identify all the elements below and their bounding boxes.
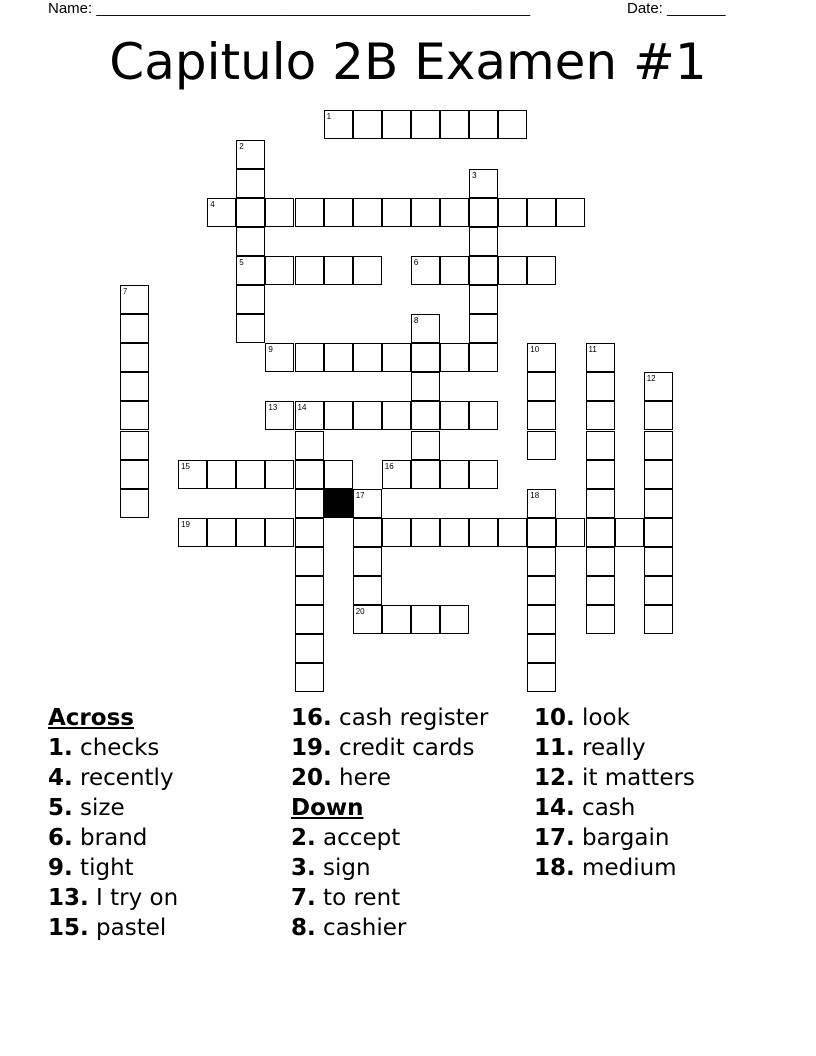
grid-cell[interactable] bbox=[265, 343, 294, 372]
grid-cell[interactable] bbox=[469, 285, 498, 314]
grid-cell[interactable] bbox=[644, 547, 673, 576]
clue-number: 13 bbox=[268, 403, 278, 413]
clue-item bbox=[534, 763, 695, 793]
clue-item-text: to rent bbox=[315, 885, 401, 911]
grid-cell[interactable] bbox=[120, 372, 149, 401]
grid-cell[interactable] bbox=[469, 343, 498, 372]
clue-item bbox=[534, 703, 695, 733]
clue-number: 10 bbox=[530, 345, 540, 355]
clue-item-text: I try on bbox=[88, 885, 179, 911]
clue-item-number: 3. bbox=[291, 855, 316, 881]
clue-number: 20 bbox=[355, 607, 365, 617]
grid-cell[interactable] bbox=[469, 401, 498, 430]
grid-cell[interactable] bbox=[120, 314, 149, 343]
grid-cell[interactable] bbox=[586, 372, 615, 401]
grid-cell[interactable] bbox=[586, 343, 615, 372]
clue-item-number: 15. bbox=[48, 915, 89, 941]
grid-cell[interactable] bbox=[295, 460, 324, 489]
grid-cell[interactable] bbox=[586, 401, 615, 430]
grid-cell[interactable] bbox=[382, 401, 411, 430]
grid-cell[interactable] bbox=[440, 460, 469, 489]
clue-item-text: checks bbox=[72, 735, 160, 761]
grid-cell[interactable] bbox=[207, 518, 236, 547]
grid-cell[interactable] bbox=[411, 256, 440, 285]
grid-cell[interactable] bbox=[527, 518, 556, 547]
grid-cell[interactable] bbox=[382, 518, 411, 547]
clue-number: 1 bbox=[326, 112, 332, 122]
grid-cell[interactable] bbox=[353, 401, 382, 430]
grid-cell[interactable] bbox=[469, 314, 498, 343]
clue-item bbox=[534, 823, 695, 853]
grid-cell[interactable] bbox=[120, 343, 149, 372]
clue-item-number: 1. bbox=[48, 735, 73, 761]
grid-cell[interactable] bbox=[586, 605, 615, 634]
grid-cell[interactable] bbox=[527, 605, 556, 634]
grid-cell[interactable] bbox=[265, 518, 294, 547]
grid-cell[interactable] bbox=[324, 401, 353, 430]
grid-cell[interactable] bbox=[265, 401, 294, 430]
grid-cell[interactable] bbox=[353, 576, 382, 605]
grid-cell[interactable] bbox=[265, 256, 294, 285]
clue-item bbox=[291, 853, 488, 883]
clue-number: 3 bbox=[472, 170, 477, 180]
grid-cell[interactable] bbox=[527, 401, 556, 430]
grid-cell[interactable] bbox=[120, 431, 149, 460]
clue-item-number: 17. bbox=[534, 825, 575, 851]
grid-cell[interactable] bbox=[382, 460, 411, 489]
grid-cell[interactable] bbox=[440, 401, 469, 430]
clue-item-number: 13. bbox=[48, 885, 89, 911]
grid-cell[interactable] bbox=[353, 343, 382, 372]
grid-cell[interactable] bbox=[556, 518, 585, 547]
grid-cell[interactable] bbox=[265, 460, 294, 489]
grid-cell[interactable] bbox=[353, 256, 382, 285]
grid-cell[interactable] bbox=[207, 460, 236, 489]
grid-cell[interactable] bbox=[469, 460, 498, 489]
grid-cell[interactable] bbox=[527, 343, 556, 372]
clue-item-text: pastel bbox=[88, 915, 167, 941]
grid-cell[interactable] bbox=[382, 110, 411, 139]
grid-cell[interactable] bbox=[236, 518, 265, 547]
grid-cell[interactable] bbox=[324, 460, 353, 489]
clue-column-2 bbox=[291, 703, 488, 943]
clue-item bbox=[291, 883, 488, 913]
clue-item bbox=[48, 763, 178, 793]
grid-cell[interactable] bbox=[469, 256, 498, 285]
grid-cell[interactable] bbox=[353, 518, 382, 547]
grid-cell[interactable] bbox=[295, 256, 324, 285]
grid-cell[interactable] bbox=[295, 431, 324, 460]
clue-item bbox=[291, 763, 488, 793]
grid-cell[interactable] bbox=[498, 198, 527, 227]
grid-cell[interactable] bbox=[644, 401, 673, 430]
grid-cell[interactable] bbox=[527, 431, 556, 460]
grid-cell[interactable] bbox=[295, 663, 324, 692]
grid-cell[interactable] bbox=[353, 110, 382, 139]
grid-cell[interactable] bbox=[527, 256, 556, 285]
clue-item bbox=[48, 913, 178, 943]
clue-item bbox=[48, 733, 178, 763]
clue-number: 2 bbox=[239, 141, 244, 151]
clue-item bbox=[291, 733, 488, 763]
grid-cell[interactable] bbox=[527, 489, 556, 518]
date-field-line: Date: _______ bbox=[627, 0, 726, 17]
clue-item-number: 20. bbox=[291, 765, 332, 791]
grid-cell[interactable] bbox=[469, 227, 498, 256]
clue-item bbox=[534, 733, 695, 763]
clue-item-text: sign bbox=[315, 855, 371, 881]
grid-cell[interactable] bbox=[527, 198, 556, 227]
clue-item-text: really bbox=[574, 735, 646, 761]
clue-item-text: brand bbox=[72, 825, 148, 851]
clue-item-number: 18. bbox=[534, 855, 575, 881]
grid-cell[interactable] bbox=[236, 169, 265, 198]
grid-cell[interactable] bbox=[411, 518, 440, 547]
grid-cell[interactable] bbox=[615, 518, 644, 547]
grid-cell[interactable] bbox=[295, 576, 324, 605]
grid-cell[interactable] bbox=[295, 547, 324, 576]
clue-number: 6 bbox=[413, 257, 419, 267]
grid-cell[interactable] bbox=[236, 285, 265, 314]
clue-column-3 bbox=[534, 703, 695, 883]
grid-cell[interactable] bbox=[120, 489, 149, 518]
grid-cell[interactable] bbox=[469, 518, 498, 547]
grid-cell[interactable] bbox=[207, 198, 236, 227]
clue-item-number: 14. bbox=[534, 795, 575, 821]
clue-number: 12 bbox=[646, 374, 656, 384]
clue-column-1 bbox=[48, 703, 178, 943]
across-heading: Across bbox=[48, 705, 134, 731]
grid-cell[interactable] bbox=[382, 198, 411, 227]
grid-cell[interactable] bbox=[411, 198, 440, 227]
clue-item-number: 7. bbox=[291, 885, 316, 911]
clue-item-text: medium bbox=[574, 855, 677, 881]
grid-cell[interactable] bbox=[236, 314, 265, 343]
grid-cell[interactable] bbox=[353, 198, 382, 227]
grid-cell[interactable] bbox=[411, 460, 440, 489]
grid-cell[interactable] bbox=[644, 372, 673, 401]
clue-item-text: size bbox=[72, 795, 125, 821]
grid-cell[interactable] bbox=[469, 110, 498, 139]
clue-item-text: accept bbox=[315, 825, 401, 851]
grid-cell[interactable] bbox=[411, 372, 440, 401]
grid-cell[interactable] bbox=[295, 518, 324, 547]
grid-cell[interactable] bbox=[644, 605, 673, 634]
clue-item-number: 6. bbox=[48, 825, 73, 851]
clue-item bbox=[291, 703, 488, 733]
clue-item-number: 4. bbox=[48, 765, 73, 791]
grid-cell[interactable] bbox=[527, 634, 556, 663]
down-clue-list bbox=[291, 823, 488, 943]
clue-item bbox=[291, 913, 488, 943]
grid-cell[interactable] bbox=[527, 547, 556, 576]
black-block-cell bbox=[324, 489, 353, 518]
clue-item-text: recently bbox=[72, 765, 174, 791]
grid-cell[interactable] bbox=[295, 634, 324, 663]
clue-item-text: credit cards bbox=[331, 735, 475, 761]
clue-number: 16 bbox=[384, 461, 394, 471]
clue-item-text: tight bbox=[72, 855, 134, 881]
grid-cell[interactable] bbox=[411, 605, 440, 634]
grid-cell[interactable] bbox=[411, 343, 440, 372]
grid-cell[interactable] bbox=[498, 110, 527, 139]
grid-cell[interactable] bbox=[440, 198, 469, 227]
grid-cell[interactable] bbox=[382, 343, 411, 372]
grid-cell[interactable] bbox=[469, 169, 498, 198]
grid-cell[interactable] bbox=[440, 518, 469, 547]
clue-item bbox=[48, 853, 178, 883]
clue-item-text: it matters bbox=[574, 765, 695, 791]
grid-cell[interactable] bbox=[644, 489, 673, 518]
clue-number: 17 bbox=[355, 490, 365, 500]
clue-item-number: 19. bbox=[291, 735, 332, 761]
grid-cell[interactable] bbox=[324, 343, 353, 372]
grid-cell[interactable] bbox=[586, 576, 615, 605]
grid-cell[interactable] bbox=[469, 198, 498, 227]
clue-number: 4 bbox=[210, 199, 215, 209]
grid-cell[interactable] bbox=[527, 576, 556, 605]
grid-cell[interactable] bbox=[440, 343, 469, 372]
clue-item-number: 11. bbox=[534, 735, 575, 761]
grid-cell[interactable] bbox=[120, 285, 149, 314]
down-clue-list-continued bbox=[534, 703, 695, 883]
grid-cell[interactable] bbox=[411, 431, 440, 460]
grid-cell[interactable] bbox=[586, 547, 615, 576]
across-clue-list-continued bbox=[291, 703, 488, 793]
grid-cell[interactable] bbox=[324, 198, 353, 227]
down-heading: Down bbox=[291, 795, 364, 821]
clue-item-text: bargain bbox=[574, 825, 670, 851]
grid-cell[interactable] bbox=[527, 372, 556, 401]
grid-cell[interactable] bbox=[411, 314, 440, 343]
grid-cell[interactable] bbox=[295, 198, 324, 227]
clue-item bbox=[48, 793, 178, 823]
grid-cell[interactable] bbox=[295, 343, 324, 372]
grid-cell[interactable] bbox=[498, 256, 527, 285]
clue-item-number: 8. bbox=[291, 915, 316, 941]
clue-item-text: cash register bbox=[331, 705, 489, 731]
clue-item bbox=[291, 823, 488, 853]
grid-cell[interactable] bbox=[644, 576, 673, 605]
grid-cell[interactable] bbox=[295, 605, 324, 634]
grid-cell[interactable] bbox=[295, 489, 324, 518]
clue-item-text: cashier bbox=[315, 915, 407, 941]
grid-cell[interactable] bbox=[324, 110, 353, 139]
grid-cell[interactable] bbox=[236, 227, 265, 256]
grid-cell[interactable] bbox=[236, 256, 265, 285]
grid-cell[interactable] bbox=[586, 489, 615, 518]
clue-item-number: 2. bbox=[291, 825, 316, 851]
clue-item bbox=[48, 823, 178, 853]
clue-number: 19 bbox=[181, 519, 190, 529]
grid-cell[interactable] bbox=[382, 605, 411, 634]
clue-item-number: 9. bbox=[48, 855, 73, 881]
grid-cell[interactable] bbox=[411, 401, 440, 430]
clue-item-text: look bbox=[574, 705, 630, 731]
grid-cell[interactable] bbox=[236, 140, 265, 169]
grid-cell[interactable] bbox=[236, 460, 265, 489]
grid-cell[interactable] bbox=[586, 460, 615, 489]
grid-cell[interactable] bbox=[498, 518, 527, 547]
grid-cell[interactable] bbox=[265, 198, 294, 227]
clue-item-number: 10. bbox=[534, 705, 575, 731]
grid-cell[interactable] bbox=[236, 198, 265, 227]
grid-cell[interactable] bbox=[411, 110, 440, 139]
clue-item-number: 5. bbox=[48, 795, 73, 821]
grid-cell[interactable] bbox=[586, 518, 615, 547]
grid-cell[interactable] bbox=[178, 518, 207, 547]
across-clue-list bbox=[48, 733, 178, 943]
grid-cell[interactable] bbox=[527, 663, 556, 692]
clue-number: 14 bbox=[297, 403, 307, 413]
grid-cell[interactable] bbox=[440, 605, 469, 634]
grid-cell[interactable] bbox=[644, 460, 673, 489]
grid-cell[interactable] bbox=[324, 256, 353, 285]
clue-number: 8 bbox=[413, 316, 419, 326]
grid-cell[interactable] bbox=[644, 518, 673, 547]
clue-number: 9 bbox=[268, 345, 273, 355]
page-title: Capitulo 2B Examen #1 bbox=[109, 33, 707, 91]
clue-number: 18 bbox=[530, 490, 540, 500]
grid-cell[interactable] bbox=[295, 401, 324, 430]
grid-cell[interactable] bbox=[353, 605, 382, 634]
grid-cell[interactable] bbox=[353, 489, 382, 518]
clue-number: 11 bbox=[588, 345, 597, 355]
clue-item-text: cash bbox=[574, 795, 636, 821]
clue-item bbox=[48, 883, 178, 913]
grid-cell[interactable] bbox=[440, 256, 469, 285]
grid-cell[interactable] bbox=[440, 110, 469, 139]
grid-cell[interactable] bbox=[644, 431, 673, 460]
clue-number: 7 bbox=[122, 287, 128, 296]
clue-item bbox=[534, 853, 695, 883]
clue-number: 15 bbox=[181, 461, 190, 471]
clue-item-text: here bbox=[331, 765, 391, 791]
grid-cell[interactable] bbox=[178, 460, 207, 489]
grid-cell[interactable] bbox=[556, 198, 585, 227]
grid-cell[interactable] bbox=[586, 431, 615, 460]
grid-cell[interactable] bbox=[120, 460, 149, 489]
clue-item bbox=[534, 793, 695, 823]
clue-number: 5 bbox=[239, 257, 244, 267]
clue-item-number: 16. bbox=[291, 705, 332, 731]
clue-item-number: 12. bbox=[534, 765, 575, 791]
grid-cell[interactable] bbox=[353, 547, 382, 576]
grid-cell[interactable] bbox=[120, 401, 149, 430]
name-field-line: Name: ____________________________________________________ bbox=[48, 0, 531, 17]
